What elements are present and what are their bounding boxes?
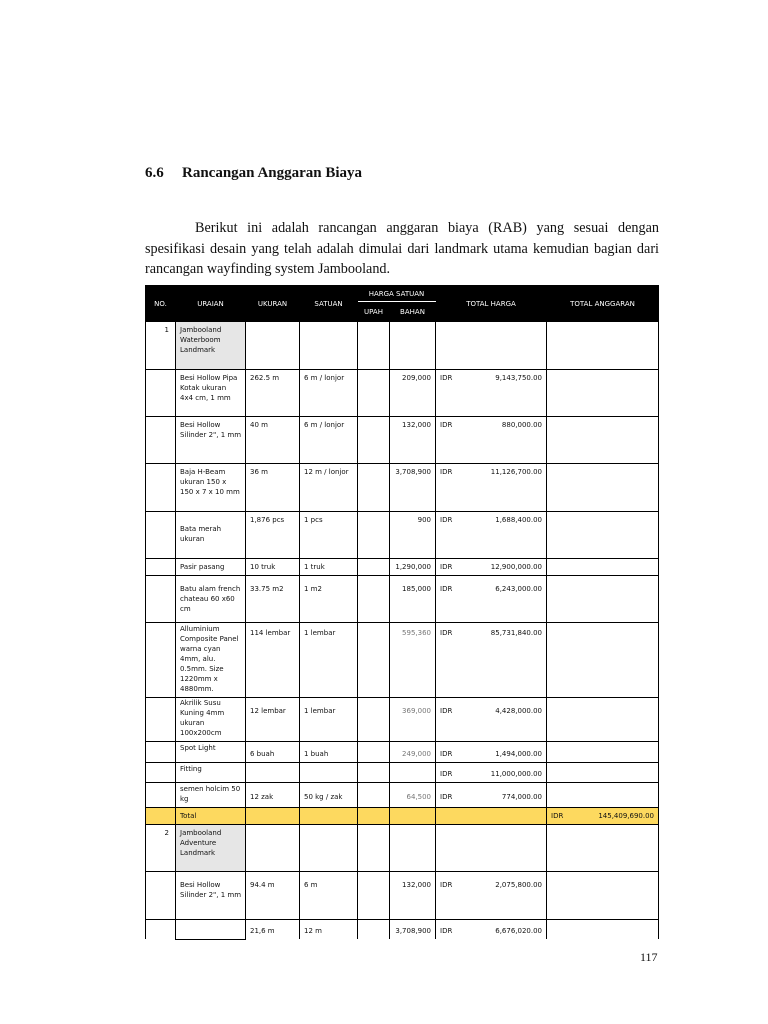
cell-bahan: 595,360 — [390, 623, 436, 698]
header-uraian: URAIAN — [176, 286, 246, 322]
cell-uraian: Pasir pasang — [176, 559, 246, 576]
section-title: Rancangan Anggaran Biaya — [182, 165, 363, 181]
cell-uraian: Besi Hollow Silinder 2", 1 mm — [176, 417, 246, 464]
table-row — [146, 698, 659, 742]
cell-bahan: 209,000 — [390, 370, 436, 417]
cell-satuan: 6 m — [300, 872, 358, 920]
cell-total: 12,900,000.00 — [490, 563, 542, 571]
cell-satuan: 12 m — [300, 920, 358, 940]
cell-satuan: 50 kg / zak — [300, 783, 358, 808]
cell-ukuran: 36 m — [246, 464, 300, 512]
cell-uraian: Bata merah ukuran — [176, 512, 246, 559]
header-satuan: SATUAN — [300, 286, 358, 322]
cell-bahan: 369,000 — [390, 698, 436, 742]
cell-satuan: 6 m / lonjor — [300, 370, 358, 417]
cell-bahan: 132,000 — [390, 417, 436, 464]
cell-satuan: 6 m / lonjor — [300, 417, 358, 464]
cell-ukuran: 1,876 pcs — [246, 512, 300, 559]
cell-ukuran: 262.5 m — [246, 370, 300, 417]
cell-satuan: 12 m / lonjor — [300, 464, 358, 512]
cell-ukuran: 33.75 m2 — [246, 576, 300, 623]
table-row — [146, 920, 659, 940]
header-total-anggaran: TOTAL ANGGARAN — [547, 286, 659, 322]
group-name: Jambooland Adventure Landmark — [176, 825, 246, 872]
cell-uraian: semen holcim 50 kg — [176, 783, 246, 808]
header-no: NO. — [146, 286, 176, 322]
group-name: Jambooland Waterboom Landmark — [176, 322, 246, 370]
group-number: 1 — [146, 322, 176, 370]
cell-bahan: 900 — [390, 512, 436, 559]
header-total-harga: TOTAL HARGA — [436, 286, 547, 322]
table-row — [146, 464, 659, 512]
intro-text: Berikut ini adalah rancangan anggaran biaya (RAB) yang sesuai dengan spesifikasi desain yang telah adalah dimulai dari landmark utama kemudian bagian dari rancangan wayfinding system Jambooland. — [145, 220, 659, 277]
cell-total: 9,143,750.00 — [495, 374, 542, 382]
cell-currency: IDR — [440, 516, 453, 524]
cell-total: 1,494,000.00 — [495, 750, 542, 758]
header-ukuran: UKURAN — [246, 286, 300, 322]
cell-bahan — [390, 763, 436, 783]
cell-total: 4,428,000.00 — [495, 707, 542, 715]
cell-total: 6,243,000.00 — [495, 585, 542, 593]
cell-ukuran: 12 zak — [246, 783, 300, 808]
cell-uraian: Spot Light — [176, 742, 246, 763]
table-row — [146, 763, 659, 783]
cell-bahan: 3,708,900 — [390, 464, 436, 512]
table-row — [146, 576, 659, 623]
cell-satuan — [300, 763, 358, 783]
cell-total: 6,676,020.00 — [495, 927, 542, 935]
table-row — [146, 872, 659, 920]
cell-uraian: Fitting — [176, 763, 246, 783]
cell-uraian: Batu alam french chateau 60 x60 cm — [176, 576, 246, 623]
cell-currency: IDR — [440, 750, 453, 758]
cell-currency: IDR — [440, 585, 453, 593]
group-row — [146, 322, 659, 370]
cell-ukuran: 40 m — [246, 417, 300, 464]
total-label: Total — [176, 808, 246, 825]
cell-bahan: 185,000 — [390, 576, 436, 623]
header-upah: UPAH — [358, 302, 390, 322]
cell-uraian: Besi Hollow Pipa Kotak ukuran 4x4 cm, 1 mm — [176, 370, 246, 417]
table-row — [146, 742, 659, 763]
header-bahan: BAHAN — [390, 302, 436, 322]
total-value: 145,409,690.00 — [598, 812, 654, 820]
cell-uraian: Besi Hollow Silinder 2", 1 mm — [176, 872, 246, 920]
cell-currency: IDR — [440, 770, 453, 778]
cell-total: 11,126,700.00 — [490, 468, 542, 476]
cell-bahan: 3,708,900 — [390, 920, 436, 940]
cell-currency: IDR — [440, 563, 453, 571]
cell-total: 2,075,800.00 — [495, 881, 542, 889]
cell-currency: IDR — [440, 468, 453, 476]
cell-satuan: 1 m2 — [300, 576, 358, 623]
intro-paragraph — [145, 218, 659, 280]
cell-uraian: Alluminium Composite Panel warna cyan 4mm, alu. 0.5mm. Size 1220mm x 4880mm. — [176, 623, 246, 698]
cell-ukuran — [246, 763, 300, 783]
table-row — [146, 417, 659, 464]
cell-currency: IDR — [440, 374, 453, 382]
table-row — [146, 370, 659, 417]
total-currency: IDR — [551, 812, 564, 820]
cell-currency: IDR — [440, 793, 453, 801]
cell-uraian: Akrilik Susu Kuning 4mm ukuran 100x200cm — [176, 698, 246, 742]
cell-ukuran: 21,6 m — [246, 920, 300, 940]
cell-satuan: 1 lembar — [300, 698, 358, 742]
cell-bahan: 64,500 — [390, 783, 436, 808]
cell-bahan: 1,290,000 — [390, 559, 436, 576]
cell-currency: IDR — [440, 881, 453, 889]
cell-satuan: 1 pcs — [300, 512, 358, 559]
page-number: 117 — [640, 950, 658, 964]
cell-bahan: 132,000 — [390, 872, 436, 920]
cell-ukuran: 6 buah — [246, 742, 300, 763]
total-row — [146, 808, 659, 825]
cell-satuan: 1 truk — [300, 559, 358, 576]
cell-ukuran: 94.4 m — [246, 872, 300, 920]
table-row — [146, 559, 659, 576]
group-number: 2 — [146, 825, 176, 872]
cell-uraian — [176, 920, 246, 940]
cell-currency: IDR — [440, 927, 453, 935]
header-harga-satuan: HARGA SATUAN — [358, 286, 436, 302]
section-number: 6.6 — [145, 165, 164, 181]
cell-total: 85,731,840.00 — [490, 629, 542, 637]
cell-ukuran: 10 truk — [246, 559, 300, 576]
rab-table — [145, 285, 659, 940]
cell-currency: IDR — [440, 707, 453, 715]
cell-ukuran: 12 lembar — [246, 698, 300, 742]
cell-currency: IDR — [440, 421, 453, 429]
cell-satuan: 1 lembar — [300, 623, 358, 698]
cell-currency: IDR — [440, 629, 453, 637]
cell-bahan: 249,000 — [390, 742, 436, 763]
cell-total: 774,000.00 — [501, 793, 542, 801]
cell-uraian: Baja H-Beam ukuran 150 x 150 x 7 x 10 mm — [176, 464, 246, 512]
cell-total: 1,688,400.00 — [495, 516, 542, 524]
cell-satuan: 1 buah — [300, 742, 358, 763]
group-row — [146, 825, 659, 872]
cell-ukuran: 114 lembar — [246, 623, 300, 698]
cell-total: 11,000,000.00 — [490, 770, 542, 778]
cell-total: 880,000.00 — [501, 421, 542, 429]
section-heading — [145, 165, 362, 182]
table-row — [146, 623, 659, 698]
table-row — [146, 783, 659, 808]
table-row — [146, 512, 659, 559]
